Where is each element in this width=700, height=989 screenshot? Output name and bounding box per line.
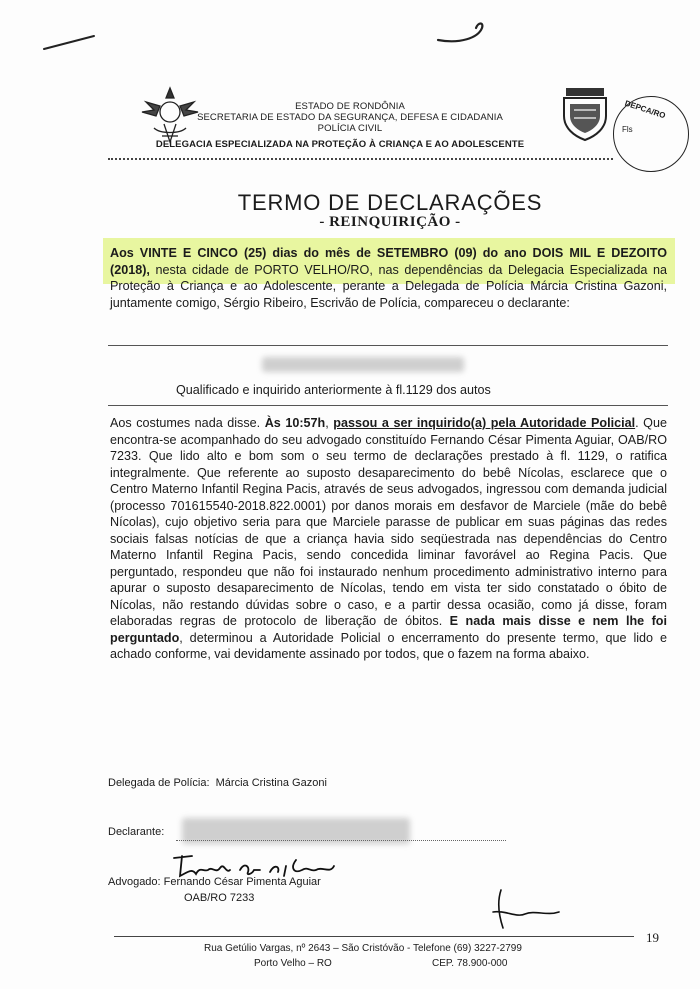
header-state: ESTADO DE RONDÔNIA: [295, 101, 405, 112]
statement-body: Aos costumes nada disse. Às 10:57h, passou a ser inquirido(a) pela Autoridade Policial. Que encontra-se acompanhado do seu advogado constituído Fernando César Pimenta Aguiar, OAB/RO 7233. Que lido alto e bom som o seu termo de declarações prestado à fl. 1129, o ratifica integralmente. Que referente ao suposto desaparecimento do bebê Nícolas, esclarece que o Centro Materno Infantil Regina Pacis, através de seus advogados, ingressou com demanda judicial (processo 701615540-2018.822.0001) por danos morais em desfavor de Marciele (mãe do bebê Nícolas), cujo objetivo seria para que Marciele parasse de publicar em suas páginas das redes sociais falsas notícias de que a criança havia sido seqüestrada nas dependências do Centro Materno Infantil Regina Pacis, sendo concedida liminar favorável ao Regina Pacis. Que perguntado, respondeu que não foi instaurado nenhum procedimento administrativo interno para apurar o suposto desaparecimento de Nícolas, tendo em vista ter sido constatado o óbito de Nícolas, não restando dúvidas sobre o caso, e a partir dessa ocasião, como já disse, foram elaboradas regras de protocolo de liberação de óbitos. E nada mais disse e nem lhe foi perguntado, determinou a Autoridade Policial o encerramento do presente termo, que lido e achado conforme, vai devidamente assinado por todos, que o fazem na forma abaixo.: [110, 416, 667, 661]
declarant-rule-bottom: [108, 405, 668, 406]
delegada-name: Márcia Cristina Gazoni: [215, 777, 327, 789]
stamp-label: Fls: [622, 125, 633, 134]
document-title: TERMO DE DECLARAÇÕES: [237, 190, 543, 215]
declarant-rule-top: [108, 345, 668, 346]
inquiry-start: passou a ser inquirido(a) pela Autoridade Policial: [333, 416, 636, 430]
page-number: 19: [646, 930, 659, 945]
scribe-signature: [455, 888, 565, 938]
header-department: DELEGACIA ESPECIALIZADA NA PROTEÇÃO À CRIANÇA E AO ADOLESCENTE: [155, 139, 525, 150]
declarante-label: Declarante:: [108, 826, 165, 838]
closing-statement: E nada mais disse e nem lhe foi perguntado: [110, 614, 667, 645]
header-police: POLÍCIA CIVIL: [317, 123, 383, 134]
opening-text: nesta cidade de PORTO VELHO/RO, nas dependências da Delegacia Especializada na Proteção à Criança e ao Adolescente, perante a Delegada de Polícia Márcia Cristina Gazoni, juntamente comigo, Sérgio Ribeiro, Escrivão de Polícia, compareceu o declarante:: [110, 262, 667, 310]
redacted-declarant-name: [262, 357, 464, 372]
advogado-oab: OAB/RO 7233: [184, 892, 255, 904]
advogado-name: Fernando César Pimenta Aguiar: [163, 876, 321, 888]
page-stamp: [613, 96, 689, 172]
header-secretariat: SECRETARIA DE ESTADO DA SEGURANÇA, DEFESA E CIDADANIA: [197, 112, 503, 123]
footer-rule: [114, 936, 634, 937]
header-rule: [108, 158, 613, 160]
inquiry-time: Às 10:57h: [264, 416, 326, 430]
footer-city: Porto Velho – RO: [254, 958, 332, 969]
footer-cep: CEP. 78.900-000: [432, 958, 508, 969]
delegada-signature-line: Delegada de Polícia: Márcia Cristina Gazoni: [108, 777, 327, 789]
advogado-signature-line: Advogado: Fernando César Pimenta Aguiar: [108, 876, 321, 888]
qualification-note: Qualificado e inquirido anteriormente à fl.1129 dos autos: [176, 383, 491, 397]
footer-address: Rua Getúlio Vargas, nº 2643 – São Cristóvão - Telefone (69) 3227-2799: [204, 943, 522, 954]
declarante-signature-rule: [176, 840, 506, 841]
stamp-agency: DEPCA/RO: [623, 98, 667, 121]
opening-paragraph: [110, 245, 667, 311]
handwritten-marks: [0, 0, 700, 90]
document-subtitle: - REINQUIRIÇÃO -: [319, 214, 461, 230]
opening-date: Aos VINTE E CINCO (25) dias do mês de SETEMBRO (09) do ano DOIS MIL E DEZOITO (2018),: [110, 246, 667, 277]
